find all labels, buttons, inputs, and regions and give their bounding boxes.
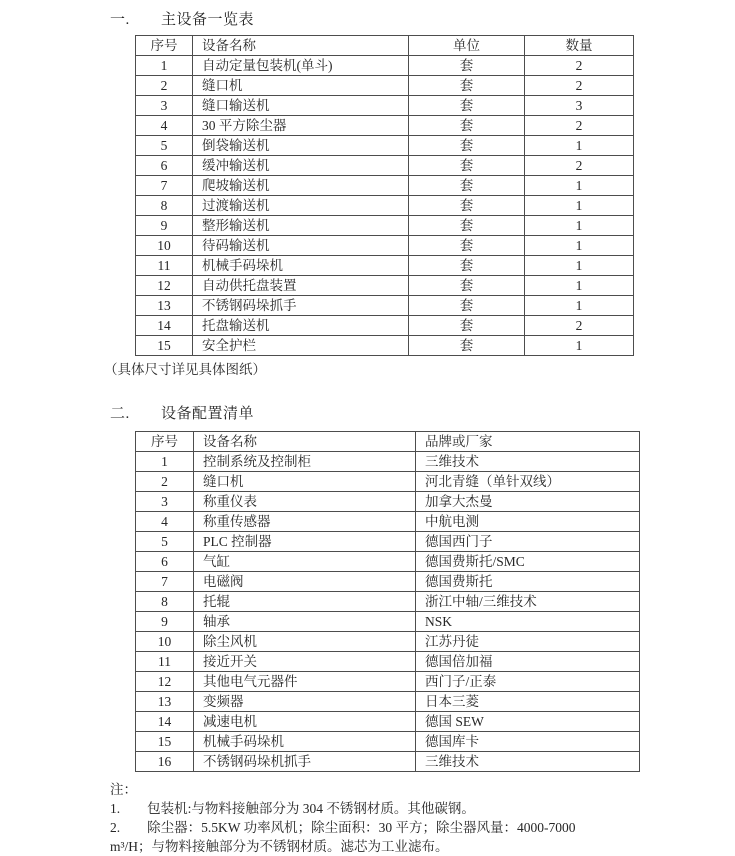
table-row [136,552,640,572]
notes-label: 注： [110,782,137,797]
table-cell: 套 [409,136,525,156]
table-cell: 11 [136,652,194,672]
table-cell: 1 [525,336,634,356]
equipment-config-table [135,431,640,772]
table-cell: 30 平方除尘器 [193,116,409,136]
table-cell: 德国倍加福 [416,652,640,672]
table-cell: 1 [525,296,634,316]
table-row [136,712,640,732]
table-cell: 轴承 [194,612,416,632]
table-row [136,632,640,652]
table-cell: 德国 SEW [416,712,640,732]
table1-footnote: （具体尺寸详见具体图纸） [104,362,266,377]
header-row [136,432,640,452]
table-cell: 1 [525,136,634,156]
table-cell: 电磁阀 [194,572,416,592]
table-cell: 2 [136,472,194,492]
table-row [136,512,640,532]
table-cell: 德国库卡 [416,732,640,752]
table-cell: 德国费斯托/SMC [416,552,640,572]
table-cell: 套 [409,196,525,216]
table-cell: 13 [136,296,193,316]
table-cell: 10 [136,632,194,652]
column-header: 单位 [409,36,525,56]
table-row [136,652,640,672]
table-cell: 7 [136,176,193,196]
table-cell: 浙江中轴/三维技术 [416,592,640,612]
table-cell: 1 [525,276,634,296]
table-row [136,572,640,592]
table-cell: 套 [409,256,525,276]
column-header: 设备名称 [194,432,416,452]
table-cell: 机械手码垛机 [194,732,416,752]
table-cell: 河北青缝（单针双线） [416,472,640,492]
table-row [136,76,634,96]
table-cell: 1 [136,452,194,472]
table-cell: 套 [409,156,525,176]
table-cell: 14 [136,712,194,732]
table-cell: 除尘风机 [194,632,416,652]
table-row [136,672,640,692]
note-lines [110,799,720,856]
table-cell: 机械手码垛机 [193,256,409,276]
table-cell: 待码输送机 [193,236,409,256]
section2-number: 二. [110,406,130,422]
table-cell: 16 [136,752,194,772]
table-cell: 三维技术 [416,452,640,472]
section1-heading [110,8,254,29]
table-cell: 8 [136,196,193,216]
table-cell: 倒袋输送机 [193,136,409,156]
table-cell: 4 [136,512,194,532]
table-cell: 缝口机 [194,472,416,492]
table-cell: 套 [409,216,525,236]
table-cell: 3 [525,96,634,116]
column-header: 数量 [525,36,634,56]
table-cell: 西门子/正泰 [416,672,640,692]
table-cell: 2 [525,156,634,176]
column-header: 设备名称 [193,36,409,56]
table-cell: 套 [409,336,525,356]
table-cell: 1 [525,256,634,276]
column-header: 序号 [136,36,193,56]
table-cell: 套 [409,316,525,336]
table-cell: 江苏丹徒 [416,632,640,652]
table-row [136,236,634,256]
table-cell: 9 [136,612,194,632]
table-cell: 德国费斯托 [416,572,640,592]
note-line: 1. 包装机:与物料接触部分为 304 不锈钢材质。其他碳钢。 [110,801,475,816]
section2-title: 设备配置清单 [161,406,255,422]
table-cell: 15 [136,336,193,356]
main-equipment-table [135,35,634,356]
table-row [136,492,640,512]
table-cell: 称重仪表 [194,492,416,512]
table-cell: 5 [136,532,194,552]
table-cell: 德国西门子 [416,532,640,552]
table-row [136,196,634,216]
table-cell: 5 [136,136,193,156]
table-row [136,296,634,316]
table-cell: 托辊 [194,592,416,612]
table-cell: 7 [136,572,194,592]
table-cell: 12 [136,276,193,296]
table-cell: 6 [136,552,194,572]
table-cell: 1 [525,236,634,256]
table-cell: 套 [409,116,525,136]
table-cell: 称重传感器 [194,512,416,532]
table-cell: 套 [409,276,525,296]
note-line: m³/H；与物料接触部分为不锈钢材质。滤芯为工业滤布。 [110,839,449,854]
table-cell: PLC 控制器 [194,532,416,552]
table-cell: 变频器 [194,692,416,712]
table-cell: 套 [409,76,525,96]
table-cell: 套 [409,236,525,256]
table-cell: 控制系统及控制柜 [194,452,416,472]
table-row [136,316,634,336]
table-cell: 爬坡输送机 [193,176,409,196]
table-cell: 缝口机 [193,76,409,96]
table-cell: 套 [409,96,525,116]
table-cell: 4 [136,116,193,136]
table-cell: 日本三菱 [416,692,640,712]
table-row [136,472,640,492]
notes-block [110,780,720,856]
table-cell: 加拿大杰曼 [416,492,640,512]
table-cell: 减速电机 [194,712,416,732]
table-row [136,732,640,752]
header-row [136,36,634,56]
table-row [136,156,634,176]
table-cell: 3 [136,96,193,116]
table-row [136,532,640,552]
table-cell: 三维技术 [416,752,640,772]
table-row [136,612,640,632]
table-cell: 中航电测 [416,512,640,532]
table-cell: 安全护栏 [193,336,409,356]
note-line: 2. 除尘器：5.5KW 功率风机；除尘面积：30 平方；除尘器风量：4000-7000 [110,820,576,835]
table-cell: 缝口输送机 [193,96,409,116]
table-cell: 托盘输送机 [193,316,409,336]
table-cell: 15 [136,732,194,752]
table-row [136,136,634,156]
table-cell: 自动供托盘装置 [193,276,409,296]
table-row [136,336,634,356]
table-cell: 2 [136,76,193,96]
table-cell: 3 [136,492,194,512]
table-cell: 8 [136,592,194,612]
table-cell: 12 [136,672,194,692]
table-cell: 14 [136,316,193,336]
table-cell: 接近开关 [194,652,416,672]
section1-number: 一. [110,12,130,28]
table-cell: 不锈钢码垛机抓手 [194,752,416,772]
table-cell: 6 [136,156,193,176]
table-cell: 套 [409,176,525,196]
table-cell: 2 [525,56,634,76]
table-cell: 2 [525,76,634,96]
table-row [136,752,640,772]
table-cell: 自动定量包装机(单斗) [193,56,409,76]
table-cell: 2 [525,116,634,136]
table-cell: 9 [136,216,193,236]
table-cell: 整形输送机 [193,216,409,236]
table-cell: 气缸 [194,552,416,572]
table-cell: 1 [525,196,634,216]
table-row [136,256,634,276]
table-row [136,592,640,612]
table-cell: 10 [136,236,193,256]
table-cell: 2 [525,316,634,336]
table-cell: 过渡输送机 [193,196,409,216]
table-cell: 13 [136,692,194,712]
table-row [136,692,640,712]
table-row [136,96,634,116]
table-cell: 11 [136,256,193,276]
table-cell: 1 [136,56,193,76]
section1-title: 主设备一览表 [161,12,255,28]
column-header: 序号 [136,432,194,452]
table-cell: 套 [409,56,525,76]
table-cell: 1 [525,176,634,196]
table-row [136,56,634,76]
table-row [136,452,640,472]
section2-heading [110,402,254,423]
table-row [136,176,634,196]
column-header: 品牌或厂家 [416,432,640,452]
table-cell: 缓冲输送机 [193,156,409,176]
table-cell: 不锈钢码垛抓手 [193,296,409,316]
table-row [136,276,634,296]
table-cell: NSK [416,612,640,632]
table-row [136,116,634,136]
table-row [136,216,634,236]
table-cell: 套 [409,296,525,316]
table-cell: 其他电气元器件 [194,672,416,692]
table-cell: 1 [525,216,634,236]
